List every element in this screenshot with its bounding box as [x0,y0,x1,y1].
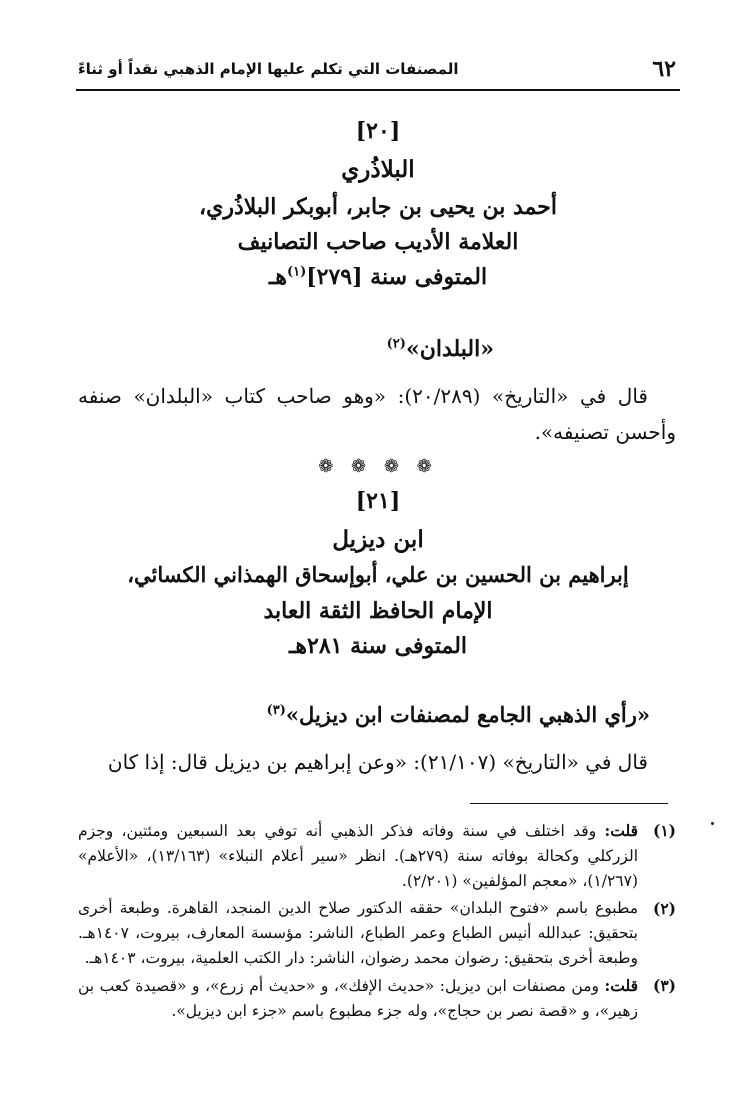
entry-20-death [76,264,680,290]
footnote-ref-2[interactable]: (٢) [386,336,406,352]
entry-21-quote: قال في «التاريخ» (٢١/١٠٧): «وعن إبراهيم بن ديزيل قال: إذا كان [107,750,648,774]
footnote-text: مطبوع باسم «فتوح البلدان» حققه الدكتور صلاح الدين المنجد، القاهرة. وطبعة أخرى بتحقيق: عبدالله أنيس الطباع وعمر الطباع، الناشر: مؤسسة المعارف، بيروت، ١٤٠٧هـ. وطبعة أخرى بتحقيق: رضوان محمد رضوان، الناشر: دار الكتب العلمية، بيروت، ١٤٠٣هـ. [78,899,638,967]
footnote-number: (٣) [652,976,676,995]
entry-21-number: [٢١] [355,488,401,514]
footnote-text: وقد اختلف في سنة وفاته فذكر الذهبي أنه توفي بعد السبعين ومئتين، وجزم الزركلي وكحالة بوفاته سنة (٢٧٩هـ). انظر «سير أعلام النبلاء» (١٣/١٦٣)، «الأعلام» (١/٢٦٧)، «معجم المؤلفين» (٢/٢٠١). [78,822,639,890]
stray-dot [711,822,714,825]
footnote-ref-1[interactable]: (١) [286,264,307,280]
entry-20-full-name: أحمد بن يحيى بن جابر، أبوبكر البلاذُري، [199,194,557,220]
entry-20-name: البلاذُري [341,156,415,183]
footnote-number: (١) [652,821,676,840]
footnote-ref-3[interactable]: (٣) [266,703,286,718]
entry-20-death-suffix: هـ [268,264,287,290]
footnote-rule [470,803,668,804]
footnotes [78,818,676,1026]
footnote-lead: قلت: [604,976,638,995]
entry-21-full-name: إبراهيم بن الحسين بن علي، أبوإسحاق الهمذاني الكسائي، [127,562,629,587]
entry-20-title: العلامة الأديب صاحب التصانيف [237,229,519,255]
footnote-3 [78,973,676,1024]
footnote-number: (٢) [652,899,676,918]
page-number: ٦٢ [652,56,676,82]
entry-20-death-prefix: المتوفى سنة [٢٧٩] [306,264,488,290]
running-header-title: المصنفات التي تكلم عليها الإمام الذهبي نقداً أو ثناءً [78,60,459,78]
entry-21-title: الإمام الحافظ الثقة العابد [263,598,493,624]
footnote-2 [78,896,676,971]
entry-20-book [387,336,494,362]
entry-20-quote: قال في «التاريخ» (٢٠/٢٨٩): «وهو صاحب كتاب «البلدان» صنفه وأحسن تصنيفه». [78,384,676,444]
entry-20-book-title: «البلدان» [405,336,494,362]
header-rule [76,89,680,91]
footnote-text: ومن مصنفات ابن ديزيل: «حديث الإفك»، و «حديث أم زرع»، و «قصيدة كعب بن زهير»، و «قصة نصر بن حجاج»، وله جزء مطبوع باسم «جزء ابن ديزيل». [78,977,638,1020]
entry-20-number: [٢٠] [355,118,401,144]
footnote-1 [78,818,676,894]
separator-stars: ❁ ❁ ❁ ❁ [318,456,438,477]
entry-21-name: ابن ديزيل [332,526,424,553]
running-header [78,56,676,86]
entry-21-book [267,702,650,727]
footnote-lead: قلت: [604,821,638,840]
entry-21-book-title: «رأي الذهبي الجامع لمصنفات ابن ديزيل» [285,702,650,727]
entry-21-death: المتوفى سنة ٢٨١هـ [288,633,468,659]
